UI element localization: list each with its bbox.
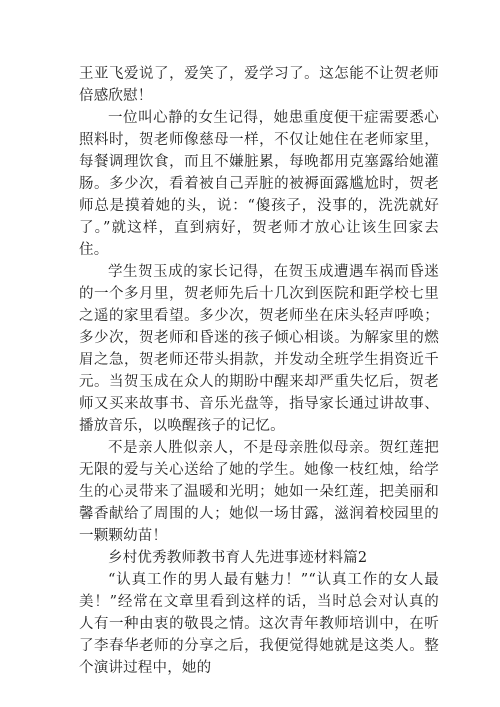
paragraph-3: 学生贺玉成的家长记得，在贺玉成遭遇车祸而昏迷的一个多月里，贺老师先后十几次到医院和距学校七里之遥的家里看望。多少次，贺老师坐在床头轻声呼唤；多少次，贺老师和昏迷的孩子倾心相谈。为解家里的燃眉之急，贺老师还带头捐款，并发动全班学生捐资近千元。当贺玉成在众人的期盼中醒来却严重失忆后，贺老师又买来故事书、音乐光盘等，指导家长通过讲故事、播放音乐，以唤醒孩子的记忆。 [79,264,439,434]
paragraph-1: 王亚飞爱说了，爱笑了，爱学习了。这怎能不让贺老师倍感欣慰！ [79,66,439,104]
paragraph-4: 不是亲人胜似亲人，不是母亲胜似母亲。贺红莲把无限的爱与关心送给了她的学生。她像一枝红烛，给学生的心灵带来了温暖和光明；她如一朵红莲，把美丽和馨香献给了周围的人；她似一场甘露，滋润着校园里的一颗颗幼苗！ [79,440,439,544]
paragraph-5: “认真工作的男人最有魅力！”“认真工作的女人最美！”经常在文章里看到这样的话，当时总会对认真的人有一种由衷的敬畏之情。这次青年教师培训中，在听了李春华老师的分享之后，我便觉得她就是这类人。整个演讲过程中，她的 [79,572,439,676]
section-heading: 乡村优秀教师教书育人先进事迹材料篇2 [108,550,368,566]
document-body [79,63,439,679]
paragraph-2: 一位叫心静的女生记得，她患重度便干症需要悉心照料时，贺老师像慈母一样，不仅让她住在老师家里，每餐调理饮食，而且不嫌脏累，每晚都用克塞露给她灌肠。多少次，看着被自己弄脏的被褥面露尴尬时，贺老师总是摸着她的头，说：“傻孩子，没事的，洗洗就好了。”就这样，直到病好，贺老师才放心让该生回家去住。 [79,110,439,258]
